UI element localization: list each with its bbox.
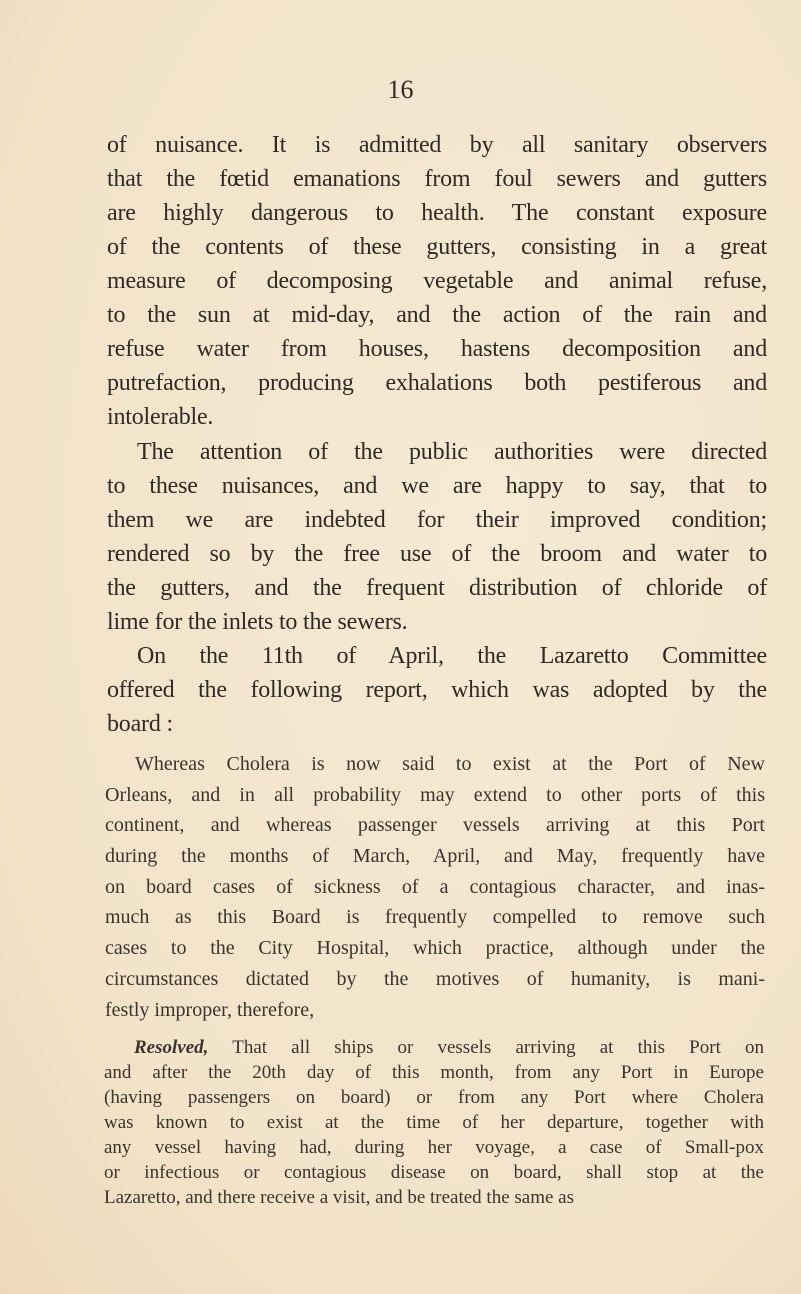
text-line: festly improper, therefore, <box>105 998 315 1021</box>
text-line: cases to the City Hospital, which practice, although under the <box>105 937 765 960</box>
text-line: them we are indebted for their improved condition; <box>107 507 767 533</box>
text-line: that the fœtid emanations from foul sewers and gutters <box>107 166 767 192</box>
text-line: Orleans, and in all probability may extend to other ports of this <box>105 783 765 806</box>
text-line: lime for the inlets to the sewers. <box>107 609 408 635</box>
text-line: and after the 20th day of this month, from any Port in Europe <box>104 1062 764 1083</box>
text-line: the gutters, and the frequent distribution of chloride of <box>107 575 767 601</box>
text-line: refuse water from houses, hastens decomposition and <box>107 336 767 362</box>
text-line: rendered so by the free use of the broom and water to <box>107 541 767 567</box>
text-line: of nuisance. It is admitted by all sanitary observers <box>107 132 767 158</box>
text-line: Lazaretto, and there receive a visit, and be treated the same as <box>104 1187 575 1208</box>
text-line: to these nuisances, and we are happy to say, that to <box>107 473 767 499</box>
text-line: Whereas Cholera is now said to exist at the Port of New <box>135 753 765 775</box>
text-line-content: That all ships or vessels arriving at this Port on <box>232 1037 764 1058</box>
paragraph-authorities <box>107 435 767 639</box>
text-line: circumstances dictated by the motives of humanity, is mani- <box>105 967 765 990</box>
resolved-lead: Resolved, <box>134 1037 209 1058</box>
text-line: intolerable. <box>107 404 214 430</box>
page-number: 16 <box>387 75 414 104</box>
text-line: or infectious or contagious disease on board, shall stop at the <box>104 1162 764 1183</box>
text-line: continent, and whereas passenger vessels arriving at this Port <box>105 814 765 837</box>
text-line: are highly dangerous to health. The constant exposure <box>107 200 767 226</box>
paragraph-resolved <box>104 1035 764 1210</box>
paragraph-sanitary <box>107 128 767 434</box>
text-line: putrefaction, producing exhalations both pestiferous and <box>107 370 767 396</box>
text-line: much as this Board is frequently compelled to remove such <box>105 906 765 929</box>
paragraph-committee-report <box>107 639 767 741</box>
text-line: measure of decomposing vegetable and animal refuse, <box>107 268 767 294</box>
text-line: of the contents of these gutters, consisting in a great <box>107 234 767 260</box>
text-line: The attention of the public authorities were directed <box>137 439 767 465</box>
text-line: board : <box>107 711 173 737</box>
text-line <box>104 1035 764 1060</box>
text-line: during the months of March, April, and May, frequently have <box>105 845 765 868</box>
text-line: was known to exist at the time of her departure, together with <box>104 1112 764 1133</box>
text-line: (having passengers on board) or from any Port where Cholera <box>104 1087 764 1108</box>
text-line: any vessel having had, during her voyage, a case of Small-pox <box>104 1137 764 1158</box>
text-line: on board cases of sickness of a contagious character, and inas- <box>105 875 765 898</box>
text-line: On the 11th of April, the Lazaretto Committee <box>137 643 767 669</box>
text-line: to the sun at mid-day, and the action of the rain and <box>107 302 767 328</box>
paragraph-whereas <box>105 749 765 1025</box>
text-line: offered the following report, which was adopted by the <box>107 677 767 703</box>
